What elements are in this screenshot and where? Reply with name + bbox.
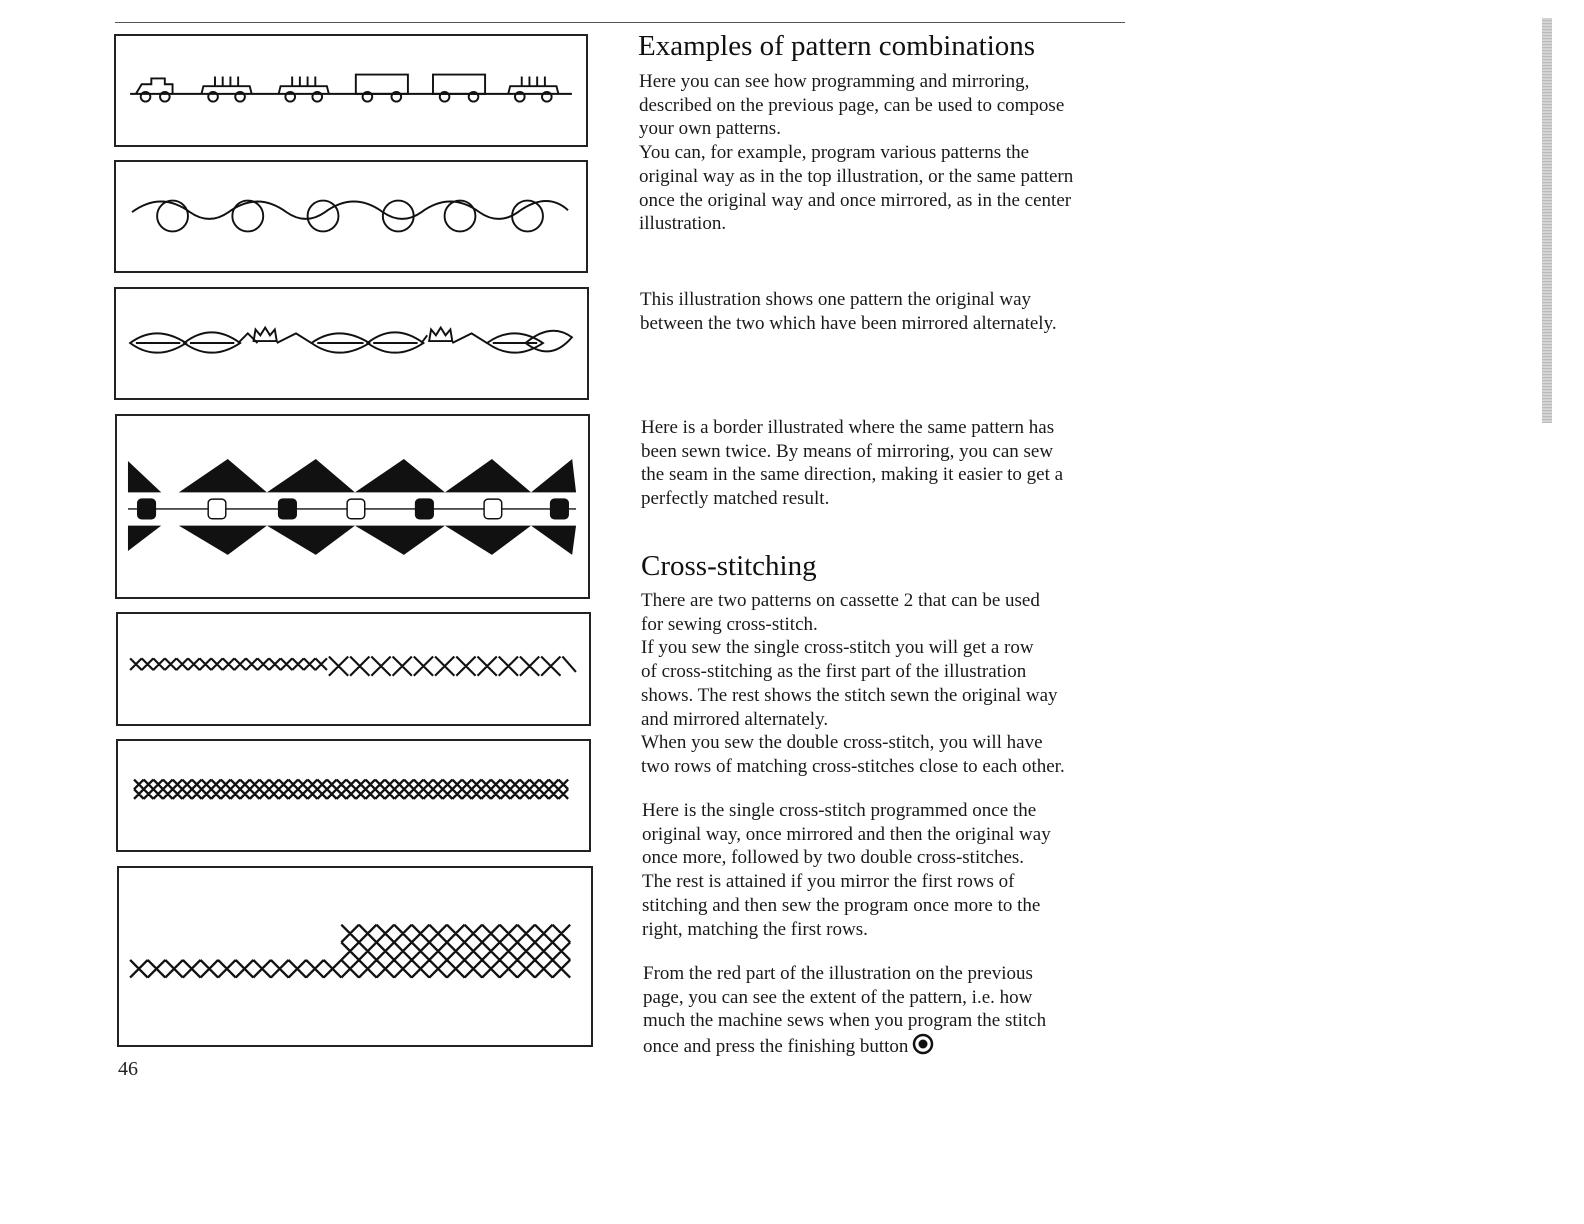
paragraph-cross-stitch-intro: There are two patterns on cassette 2 that can be used for sewing cross-stitch. If you sew the single cross-stitch you will get a row of cross-stitching as the first part of the illustration shows. The rest shows the stitch sewn the original way and mirrored alternately. When you sew the double cross-stitch, you will have two rows of matching cross-stitches close to each other. [641, 590, 1065, 777]
page-edge-scan-mark [1542, 18, 1552, 423]
paragraph-pattern-intro: Here you can see how programming and mirroring, described on the previous page, can be used to compose your own patterns. You can, for example, program various patterns the original way as in the top illustration, or the same pattern once the original way and once mirrored, as in the center illustration. [639, 71, 1074, 235]
paragraph-programmed-cross-stitch: Here is the single cross-stitch programmed once the original way, once mirrored and then the original way once more, followed by two double cross-stitches. The rest is attained if you mirror the first rows of stitching and then sew the program once more to the right, matching the first rows. [642, 800, 1051, 940]
train-pattern-drawing [116, 36, 586, 145]
loop-wave-pattern-drawing [116, 162, 586, 271]
page-number: 46 [118, 1058, 138, 1080]
heading-pattern-combinations: Examples of pattern combinations [638, 30, 1036, 62]
paragraph-border-sewn-twice: Here is a border illustrated where the same pattern has been sewn twice. By means of mirroring, you can sew the seam in the same direction, making it easier to get a perfectly matched result. [641, 417, 1064, 510]
illustration-programmed-cross-stitch-pattern [117, 866, 593, 1047]
top-rule [115, 22, 1125, 23]
double-cross-stitch-drawing [118, 741, 589, 850]
programmed-cross-stitch-drawing [119, 868, 591, 1045]
border-triangles-flowers-drawing [117, 416, 588, 597]
illustration-border-triangles-flowers-pattern [115, 414, 590, 599]
paragraph-mirrored-alternately: This illustration shows one pattern the original way between the two which have been mirrored alternately. [640, 289, 1057, 334]
illustration-leaf-tulip-pattern [114, 287, 589, 400]
finishing-button-text: From the red part of the illustration on the previous page, you can see the extent of the pattern, i.e. how much the machine sews when you program the stitch once and press the finishing button [643, 963, 1047, 1058]
paragraph-finishing-button [643, 962, 1143, 1062]
leaf-tulip-pattern-drawing [116, 289, 587, 398]
illustration-double-cross-stitch-pattern [116, 739, 591, 852]
illustration-loop-wave-pattern [114, 160, 588, 273]
single-cross-stitch-drawing [118, 614, 589, 724]
illustration-single-cross-stitch-pattern [116, 612, 591, 726]
illustration-train-pattern [114, 34, 588, 147]
finishing-button-icon [912, 1033, 934, 1062]
heading-cross-stitching: Cross-stitching [641, 550, 817, 582]
